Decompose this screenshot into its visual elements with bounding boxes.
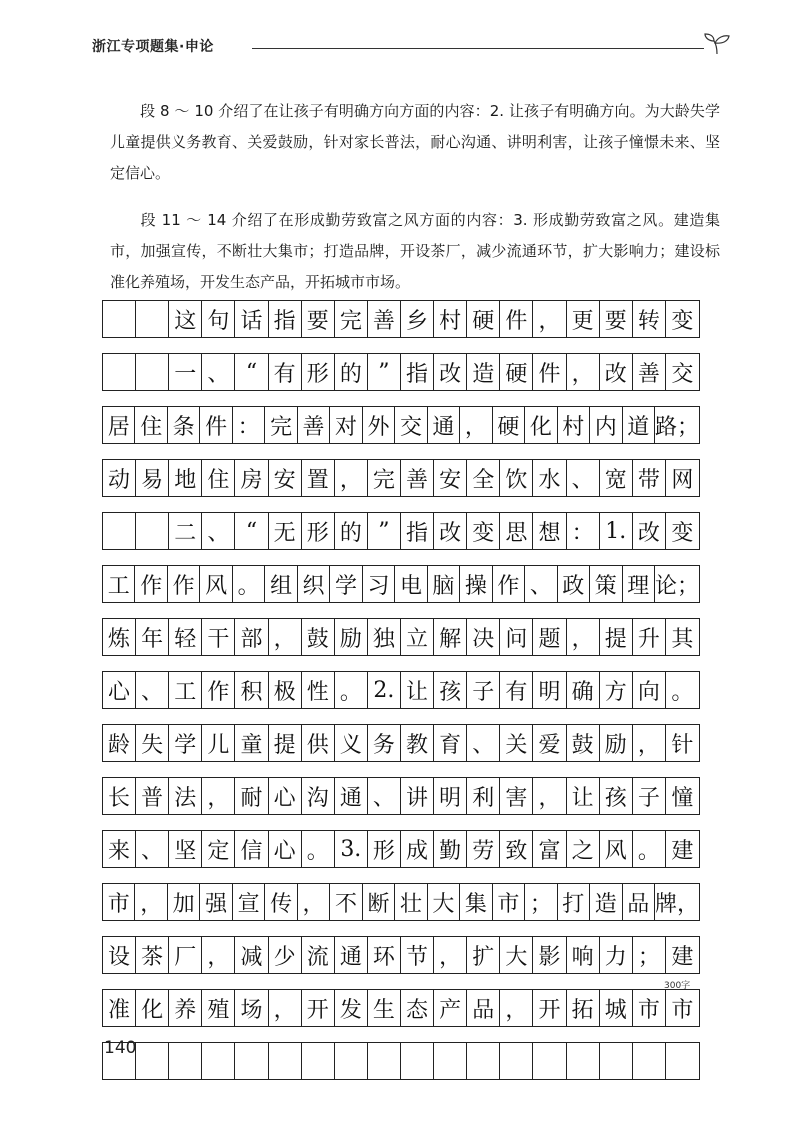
grid-cell: 耐	[235, 778, 268, 814]
grid-cell: 节	[401, 937, 434, 973]
grid-cell: 教	[401, 725, 434, 761]
grid-cell: 建	[671, 944, 694, 970]
grid-cell: 居	[103, 407, 135, 443]
grid-cell: 全	[467, 460, 500, 496]
grid-cell: ，	[135, 884, 167, 920]
grid-cell: 对	[330, 407, 362, 443]
grid-cell: 其	[671, 626, 694, 652]
grid-cell: 儿	[202, 725, 235, 761]
grid-cell: 童	[235, 725, 268, 761]
grid-cell: 极	[269, 672, 302, 708]
grid-cell: 市	[493, 884, 525, 920]
grid-cell: ”	[368, 513, 401, 549]
grid-cell: 善	[368, 301, 401, 337]
grid-cell	[235, 1043, 268, 1079]
grid-cell: 成	[401, 831, 434, 867]
grid-cell: 指	[269, 301, 302, 337]
grid-cell	[567, 1043, 600, 1079]
grid-row	[102, 618, 700, 656]
grid-cell	[500, 1043, 533, 1079]
grid-cell: 开	[302, 990, 335, 1026]
grid-cell: 市	[633, 990, 666, 1026]
grid-cell: 的	[335, 513, 368, 549]
grid-cell: 积	[235, 672, 268, 708]
grid-cell: “	[235, 513, 268, 549]
grid-cell: 问	[500, 619, 533, 655]
grid-cell: 操	[460, 566, 492, 602]
grid-cell: 有	[269, 354, 302, 390]
grid-cell: 外	[363, 407, 395, 443]
grid-cell: 轻	[169, 619, 202, 655]
grid-cell: 法	[169, 778, 202, 814]
grid-cell: 子	[633, 778, 666, 814]
grid-cell: 发	[335, 990, 368, 1026]
grid-cell: ：	[233, 407, 265, 443]
grid-cell	[103, 354, 136, 390]
grid-row	[102, 459, 700, 497]
grid-cell: 政	[558, 566, 590, 602]
grid-row	[102, 512, 700, 550]
grid-cell: 这	[169, 301, 202, 337]
grid-cell	[103, 513, 136, 549]
grid-cell: 厂	[169, 937, 202, 973]
grid-cell	[335, 1043, 368, 1079]
grid-cell: 指	[401, 513, 434, 549]
grid-cell: 养	[169, 990, 202, 1026]
grid-cell: 确	[567, 672, 600, 708]
grid-cell: 殖	[202, 990, 235, 1026]
grid-cell: 心	[103, 672, 136, 708]
grid-cell: 龄	[103, 725, 136, 761]
grid-cell: 村	[558, 407, 590, 443]
grid-cell: 宽	[600, 460, 633, 496]
grid-cell: 来	[103, 831, 136, 867]
grid-cell: 沟	[302, 778, 335, 814]
grid-cell: 路；	[654, 414, 699, 440]
grid-cell: 要	[302, 301, 335, 337]
grid-cell: 义	[335, 725, 368, 761]
paragraph-1	[110, 96, 720, 189]
grid-cell: 内	[590, 407, 622, 443]
grid-cell: 生	[368, 990, 401, 1026]
grid-cell: 提	[600, 619, 633, 655]
grid-cell: 转	[633, 301, 666, 337]
grid-cell: 拓	[567, 990, 600, 1026]
grid-cell: 化	[136, 990, 169, 1026]
grid-cell: 针	[671, 732, 694, 758]
grid-cell: 作	[135, 566, 167, 602]
grid-cell: 。	[671, 679, 694, 705]
header-title: 浙江专项题集·申论	[92, 39, 214, 55]
grid-cell: ，	[269, 619, 302, 655]
grid-cell: 心	[269, 778, 302, 814]
grid-cell: 独	[368, 619, 401, 655]
grid-cell: 完	[368, 460, 401, 496]
grid-cell	[169, 1043, 202, 1079]
grid-cell: 准	[103, 990, 136, 1026]
grid-cell: 。	[633, 831, 666, 867]
grid-cell: 善	[401, 460, 434, 496]
grid-cell	[269, 1043, 302, 1079]
grid-cell: 解	[434, 619, 467, 655]
grid-cell: 的	[335, 354, 368, 390]
grid-cell: 硬	[493, 407, 525, 443]
grid-cell: ：	[567, 513, 600, 549]
grid-cell: 形	[302, 354, 335, 390]
grid-cell: 更	[567, 301, 600, 337]
grid-cell: 信	[235, 831, 268, 867]
grid-cell: 易	[136, 460, 169, 496]
grid-cell: 网	[671, 467, 694, 493]
grid-cell: 句	[202, 301, 235, 337]
grid-cell: 工	[103, 566, 135, 602]
grid-cell: 明	[434, 778, 467, 814]
grid-cell: 动	[103, 460, 136, 496]
grid-cell: 改	[434, 354, 467, 390]
grid-cell: 决	[467, 619, 500, 655]
grid-cell: 、	[202, 354, 235, 390]
grid-cell: 务	[368, 725, 401, 761]
grid-cell: 打	[558, 884, 590, 920]
grid-cell: 变	[671, 308, 694, 334]
grid-cell: 断	[363, 884, 395, 920]
grid-cell	[202, 1043, 235, 1079]
grid-cell: ，	[567, 619, 600, 655]
paragraph-2	[110, 205, 720, 298]
grid-cell: “	[235, 354, 268, 390]
sprout-leaf-icon	[702, 32, 732, 56]
grid-cell: 理	[623, 566, 655, 602]
grid-row	[102, 565, 700, 603]
grid-cell: 。	[233, 566, 265, 602]
grid-cell: 住	[135, 407, 167, 443]
grid-cell: 市	[103, 884, 135, 920]
grid-cell	[434, 1043, 467, 1079]
grid-cell: 3.	[335, 831, 368, 867]
grid-cell: 勤	[434, 831, 467, 867]
grid-cell: 习	[363, 566, 395, 602]
grid-cell	[401, 1043, 434, 1079]
grid-cell: 作	[493, 566, 525, 602]
grid-cell: 学	[169, 725, 202, 761]
grid-cell: 思	[500, 513, 533, 549]
grid-cell: 干	[202, 619, 235, 655]
grid-cell: 、	[368, 778, 401, 814]
grid-cell: 关	[500, 725, 533, 761]
grid-cell	[103, 301, 136, 337]
grid-cell: 市	[671, 997, 694, 1023]
grid-cell: 品	[467, 990, 500, 1026]
grid-cell: ，	[434, 937, 467, 973]
grid-cell: 长	[103, 778, 136, 814]
grid-cell: 影	[533, 937, 566, 973]
grid-cell: 城	[600, 990, 633, 1026]
grid-cell: 憧	[671, 785, 694, 811]
grid-cell: 开	[533, 990, 566, 1026]
grid-cell: 场	[235, 990, 268, 1026]
grid-cell: 品	[623, 884, 655, 920]
grid-cell: 态	[401, 990, 434, 1026]
grid-cell: 道	[623, 407, 655, 443]
grid-cell: 无	[269, 513, 302, 549]
grid-cell: 传	[265, 884, 297, 920]
grid-cell: ，	[633, 725, 666, 761]
grid-cell: 励	[335, 619, 368, 655]
grid-cell: 改	[600, 354, 633, 390]
grid-cell: 乡	[401, 301, 434, 337]
grid-cell: 升	[633, 619, 666, 655]
grid-cell: 孩	[600, 778, 633, 814]
grid-cell: 子	[467, 672, 500, 708]
grid-cell: 鼓	[567, 725, 600, 761]
grid-cell: 工	[169, 672, 202, 708]
grid-cell: 集	[460, 884, 492, 920]
grid-cell: 想	[533, 513, 566, 549]
grid-row	[102, 406, 700, 444]
grid-cell: 强	[200, 884, 232, 920]
grid-cell: 村	[434, 301, 467, 337]
grid-cell: 壮	[395, 884, 427, 920]
grid-cell	[302, 1043, 335, 1079]
grid-cell: 组	[265, 566, 297, 602]
grid-cell: 改	[434, 513, 467, 549]
grid-cell: 安	[434, 460, 467, 496]
grid-cell: 提	[269, 725, 302, 761]
grid-cell	[600, 1043, 633, 1079]
paragraph-2-text: 段 11 ～ 14 介绍了在形成勤劳致富之风方面的内容：3. 形成勤劳致富之风。建造集市，加强宣传，不断壮大集市；打造品牌，开设茶厂，减少流通环节，扩大影响力；建设标准化养殖场，开发生态产品，开拓城市市场。	[110, 211, 720, 291]
grid-row	[102, 936, 700, 974]
grid-cell: 变	[671, 520, 694, 546]
grid-cell: 造	[590, 884, 622, 920]
grid-cell: 硬	[467, 301, 500, 337]
grid-cell: 水	[533, 460, 566, 496]
grid-cell: 让	[401, 672, 434, 708]
grid-cell: 题	[533, 619, 566, 655]
grid-cell: 利	[467, 778, 500, 814]
grid-cell: 条	[168, 407, 200, 443]
grid-cell: 方	[600, 672, 633, 708]
grid-cell: ；	[525, 884, 557, 920]
word-count-label: 300字	[664, 981, 691, 991]
grid-cell: 、	[136, 831, 169, 867]
grid-cell: 要	[600, 301, 633, 337]
grid-cell: 指	[401, 354, 434, 390]
grid-cell: 交	[395, 407, 427, 443]
grid-row	[102, 353, 700, 391]
grid-cell: 改	[633, 513, 666, 549]
grid-cell: 、	[467, 725, 500, 761]
grid-cell: 一	[169, 354, 202, 390]
grid-cell: 形	[302, 513, 335, 549]
grid-cell: 力	[600, 937, 633, 973]
grid-row	[102, 830, 700, 868]
grid-cell: 害	[500, 778, 533, 814]
grid-cell: ”	[368, 354, 401, 390]
grid-cell: 话	[235, 301, 268, 337]
grid-cell: 安	[269, 460, 302, 496]
grid-cell: 立	[401, 619, 434, 655]
grid-cell: 大	[500, 937, 533, 973]
grid-cell: ，	[533, 301, 566, 337]
grid-cell: 地	[169, 460, 202, 496]
grid-cell: 。	[302, 831, 335, 867]
grid-cell: 、	[202, 513, 235, 549]
grid-cell: ，	[298, 884, 330, 920]
grid-cell: 通	[335, 937, 368, 973]
grid-cell: 件	[500, 301, 533, 337]
grid-cell: 2.	[368, 672, 401, 708]
grid-cell: 扩	[467, 937, 500, 973]
grid-cell	[136, 513, 169, 549]
grid-cell: 不	[330, 884, 362, 920]
grid-cell: 作	[202, 672, 235, 708]
grid-cell: 变	[467, 513, 500, 549]
paragraph-1-text: 段 8 ～ 10 介绍了在让孩子有明确方向方面的内容：2. 让孩子有明确方向。为大龄失学儿童提供义务教育、关爱鼓励，针对家长普法，耐心沟通、讲明利害，让孩子憧憬未来、坚定信心。	[110, 102, 720, 182]
grid-cell: 策	[590, 566, 622, 602]
grid-cell: 炼	[103, 619, 136, 655]
grid-cell: 性	[302, 672, 335, 708]
grid-cell: 失	[136, 725, 169, 761]
grid-cell: 建	[671, 838, 694, 864]
grid-cell: 完	[335, 301, 368, 337]
grid-cell: 学	[330, 566, 362, 602]
grid-cell: 宣	[233, 884, 265, 920]
grid-cell: 大	[428, 884, 460, 920]
grid-row	[102, 1042, 700, 1080]
grid-cell: 、	[567, 460, 600, 496]
grid-cell	[368, 1043, 401, 1079]
grid-cell: 有	[500, 672, 533, 708]
grid-cell: 环	[368, 937, 401, 973]
grid-cell: 减	[235, 937, 268, 973]
grid-cell	[533, 1043, 566, 1079]
grid-cell: 造	[467, 354, 500, 390]
grid-cell: 劳	[467, 831, 500, 867]
grid-cell: 流	[302, 937, 335, 973]
grid-cell: 通	[335, 778, 368, 814]
grid-cell: 心	[269, 831, 302, 867]
grid-cell: 加	[168, 884, 200, 920]
grid-cell: 交	[671, 361, 694, 387]
grid-cell: 让	[567, 778, 600, 814]
grid-cell: 脑	[428, 566, 460, 602]
grid-cell: 富	[533, 831, 566, 867]
grid-row	[102, 883, 700, 921]
grid-cell: 茶	[136, 937, 169, 973]
grid-cell: 硬	[500, 354, 533, 390]
page-number: 140	[104, 1038, 137, 1058]
grid-cell: 善	[298, 407, 330, 443]
grid-cell	[136, 354, 169, 390]
grid-cell: 件	[533, 354, 566, 390]
grid-cell: 二	[169, 513, 202, 549]
grid-cell: 坚	[169, 831, 202, 867]
grid-cell: ，	[202, 937, 235, 973]
grid-cell: 设	[103, 937, 136, 973]
header-rule	[252, 48, 704, 49]
page-header	[92, 34, 732, 64]
grid-cell: ，	[269, 990, 302, 1026]
grid-cell: 致	[500, 831, 533, 867]
grid-cell: 论；	[654, 573, 699, 599]
grid-cell: 饮	[500, 460, 533, 496]
grid-cell: 供	[302, 725, 335, 761]
grid-cell: 织	[298, 566, 330, 602]
grid-cell: ，	[567, 354, 600, 390]
grid-cell: 之	[567, 831, 600, 867]
grid-cell: 、	[136, 672, 169, 708]
grid-cell: 爱	[533, 725, 566, 761]
grid-cell: 件	[200, 407, 232, 443]
grid-cell: 完	[265, 407, 297, 443]
grid-cell: 励	[600, 725, 633, 761]
grid-cell: 作	[168, 566, 200, 602]
grid-row	[102, 671, 700, 709]
grid-cell: ，	[335, 460, 368, 496]
grid-cell: 部	[235, 619, 268, 655]
grid-cell: 化	[525, 407, 557, 443]
grid-cell: 住	[202, 460, 235, 496]
grid-cell: ，	[533, 778, 566, 814]
grid-cell: 普	[136, 778, 169, 814]
grid-cell: 。	[335, 672, 368, 708]
grid-cell: 年	[136, 619, 169, 655]
grid-cell: 鼓	[302, 619, 335, 655]
grid-cell	[136, 1043, 169, 1079]
grid-cell: 孩	[434, 672, 467, 708]
grid-cell: 少	[269, 937, 302, 973]
grid-cell: 明	[533, 672, 566, 708]
grid-cell: 形	[368, 831, 401, 867]
grid-row	[102, 777, 700, 815]
grid-cell: 定	[202, 831, 235, 867]
grid-cell: 通	[428, 407, 460, 443]
grid-cell: ，	[460, 407, 492, 443]
grid-cell: 善	[633, 354, 666, 390]
grid-cell: 响	[567, 937, 600, 973]
grid-cell: ，	[202, 778, 235, 814]
grid-row	[102, 300, 700, 338]
grid-cell: 带	[633, 460, 666, 496]
grid-cell: 风	[200, 566, 232, 602]
grid-cell	[666, 1043, 699, 1079]
grid-cell: 房	[235, 460, 268, 496]
grid-cell: ；	[633, 937, 666, 973]
grid-cell: 电	[395, 566, 427, 602]
grid-cell: 、	[525, 566, 557, 602]
grid-cell: 风	[600, 831, 633, 867]
grid-cell	[467, 1043, 500, 1079]
grid-cell	[136, 301, 169, 337]
grid-cell: ，	[500, 990, 533, 1026]
grid-cell: 置	[302, 460, 335, 496]
grid-cell: 1.	[600, 513, 633, 549]
grid-cell: 产	[434, 990, 467, 1026]
grid-cell: 育	[434, 725, 467, 761]
grid-cell: 牌，	[654, 891, 699, 917]
grid-cell: 向	[633, 672, 666, 708]
grid-row	[102, 724, 700, 762]
grid-row	[102, 989, 700, 1027]
grid-cell	[633, 1043, 666, 1079]
grid-cell: 讲	[401, 778, 434, 814]
